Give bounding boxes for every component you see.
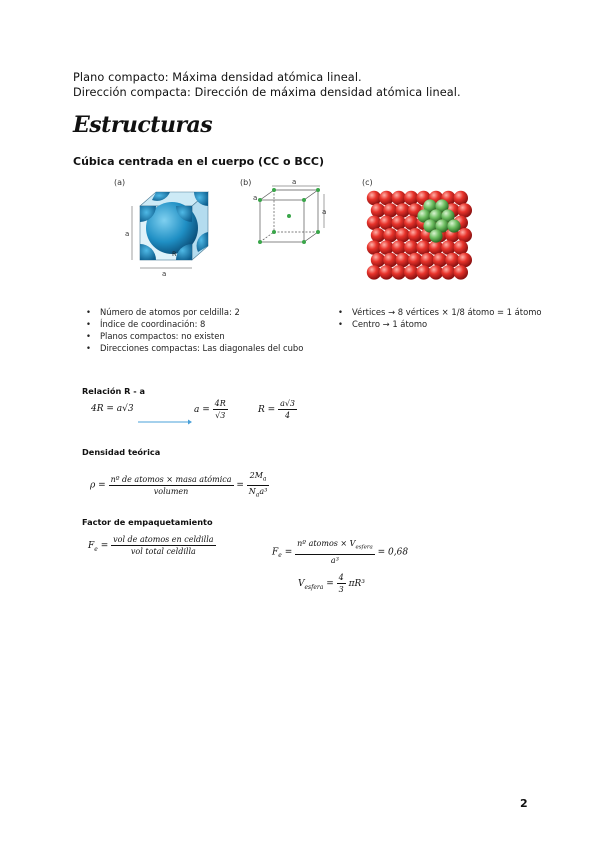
red-atom bbox=[396, 203, 410, 217]
red-atom bbox=[367, 216, 381, 230]
properties-list-left bbox=[86, 306, 303, 354]
red-atom bbox=[379, 240, 393, 254]
red-atom bbox=[408, 253, 422, 267]
figure-b-label: (b) bbox=[240, 178, 252, 187]
figure-b bbox=[240, 176, 330, 250]
red-atom bbox=[429, 265, 443, 279]
red-atom bbox=[458, 253, 472, 267]
red-atom bbox=[392, 191, 406, 205]
relation-formula-mid: a = $\frac{4R}{√3}$ bbox=[194, 399, 226, 420]
density-formula: ρ = $\frac{\text{nº de atomos × masa atómica}}{\text{volumen}}$ = $\frac{2M_a}{N_aa^3}$ bbox=[90, 471, 268, 499]
figure-c bbox=[360, 176, 480, 290]
red-atom bbox=[396, 253, 410, 267]
properties-list-right bbox=[338, 306, 541, 330]
red-atom bbox=[458, 228, 472, 242]
arrow-right-icon bbox=[138, 419, 192, 425]
intro-text bbox=[73, 70, 461, 100]
red-atom bbox=[441, 265, 455, 279]
red-atom bbox=[416, 240, 430, 254]
red-atom bbox=[396, 228, 410, 242]
red-atom bbox=[445, 253, 459, 267]
red-atom bbox=[404, 216, 418, 230]
packing-formula-value: $F_e$ = $\frac{nº atomos \times V_{esfera}}{\text{a³}}$ = 0,68 bbox=[272, 539, 409, 565]
packing-formula-definition: $F_e$ = $\frac{\text{vol de atomos en celdilla}}{\text{vol total celdilla}}$ bbox=[88, 535, 214, 556]
red-atom bbox=[433, 253, 447, 267]
green-atom bbox=[447, 219, 460, 232]
figure-a-side-label: a bbox=[125, 230, 130, 238]
red-atom bbox=[458, 203, 472, 217]
red-atom bbox=[371, 253, 385, 267]
red-atom bbox=[392, 240, 406, 254]
bcc-unit-cell-diagram bbox=[240, 176, 330, 246]
figure-a-radius-label: R bbox=[172, 250, 177, 258]
sphere-volume-formula: $V_{esfera}$ = $\frac{4}{3}$ πR³ bbox=[298, 573, 365, 594]
red-atom bbox=[383, 253, 397, 267]
figure-a-label: (a) bbox=[114, 178, 126, 187]
list-item: • Número de atomos por celdilla: 2 bbox=[86, 306, 303, 318]
red-atom bbox=[379, 216, 393, 230]
figure-c-label: (c) bbox=[362, 178, 373, 187]
list-item: • Direcciones compactas: Las diagonales del cubo bbox=[86, 342, 303, 354]
red-atom bbox=[454, 240, 468, 254]
red-atom bbox=[441, 240, 455, 254]
red-atom bbox=[408, 228, 422, 242]
red-atom bbox=[371, 228, 385, 242]
packing-title: Factor de empaquetamiento bbox=[82, 517, 213, 527]
red-atom bbox=[371, 203, 385, 217]
relation-title: Relación R - a bbox=[82, 386, 146, 396]
green-atom bbox=[429, 229, 442, 242]
red-atom bbox=[416, 265, 430, 279]
red-atom bbox=[383, 203, 397, 217]
relation-formula-right: R = $\frac{a√3}{4}$ bbox=[258, 399, 296, 420]
red-atom bbox=[420, 253, 434, 267]
red-atom bbox=[379, 265, 393, 279]
relation-arrow bbox=[138, 410, 192, 429]
red-atom bbox=[392, 265, 406, 279]
red-atom bbox=[367, 240, 381, 254]
red-atom bbox=[367, 191, 381, 205]
subsection-heading: Cúbica centrada en el cuerpo (CC o BCC) bbox=[73, 155, 324, 168]
red-atom bbox=[404, 240, 418, 254]
list-item: • Centro → 1 átomo bbox=[338, 318, 541, 330]
figure-b-side-label: a bbox=[322, 208, 327, 216]
intro-line-plano: Plano compacto: Máxima densidad atómica lineal. bbox=[73, 71, 362, 84]
red-atom bbox=[404, 265, 418, 279]
page-number: 2 bbox=[520, 797, 528, 810]
relation-formula-left: 4R = a√3 bbox=[91, 404, 134, 414]
figure-b-depth-label: a bbox=[253, 194, 258, 202]
density-title: Densidad teórica bbox=[82, 447, 161, 457]
red-atom bbox=[383, 228, 397, 242]
figure-b-top-label: a bbox=[292, 178, 297, 186]
red-atom bbox=[392, 216, 406, 230]
list-item: • Vértices → 8 vértices × 1/8 átomo = 1 átomo bbox=[338, 306, 541, 318]
list-item: • Índice de coordinación: 8 bbox=[86, 318, 303, 330]
red-atom bbox=[404, 191, 418, 205]
bcc-atom-aggregate bbox=[360, 176, 480, 286]
section-heading: Estructuras bbox=[73, 112, 213, 138]
figure-a-bottom-label: a bbox=[162, 270, 167, 278]
intro-line-direccion: Dirección compacta: Dirección de máxima densidad atómica lineal. bbox=[73, 86, 461, 99]
red-atom bbox=[454, 191, 468, 205]
bcc-hard-sphere-illustration bbox=[112, 176, 222, 280]
figure-a bbox=[112, 176, 222, 284]
red-atom bbox=[454, 265, 468, 279]
red-atom bbox=[379, 191, 393, 205]
list-item: • Planos compactos: no existen bbox=[86, 330, 303, 342]
red-atom bbox=[367, 265, 381, 279]
